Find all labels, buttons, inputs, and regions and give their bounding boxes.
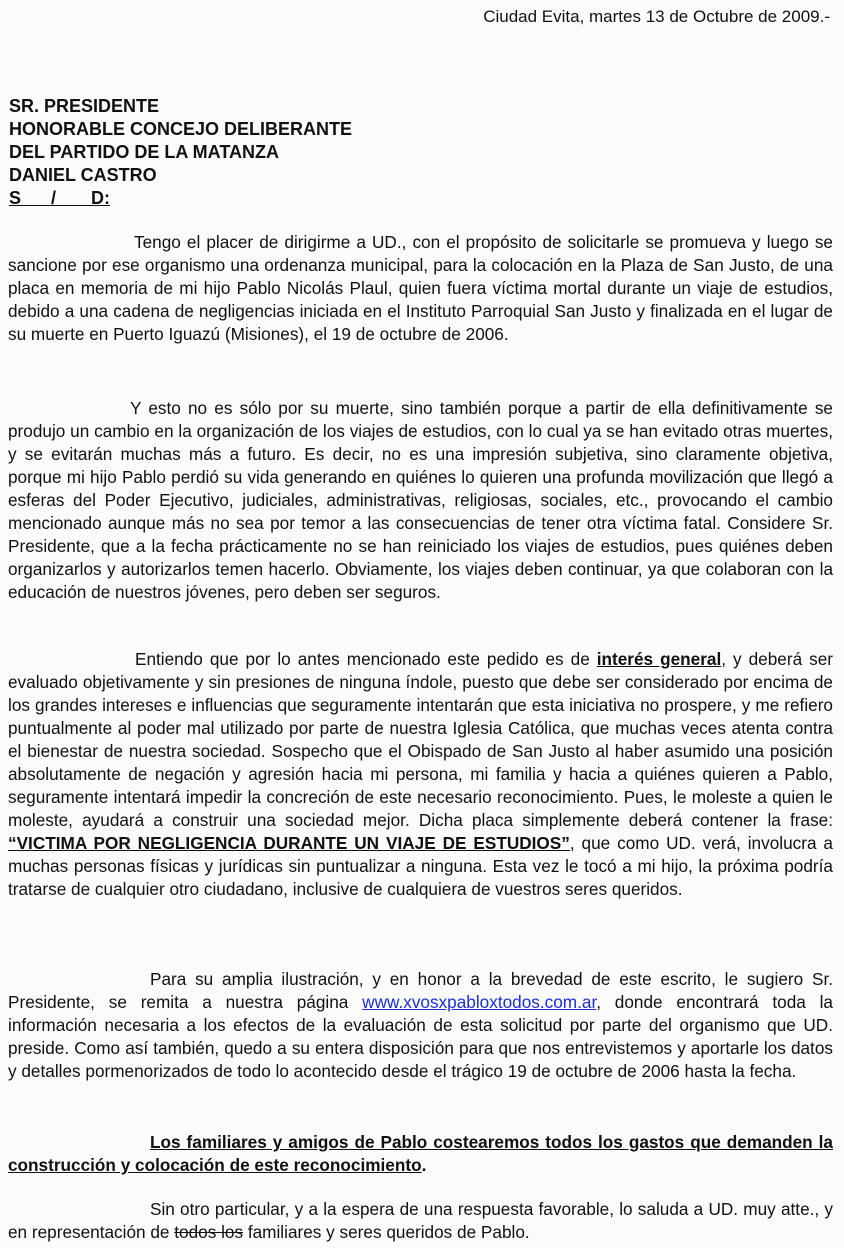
addressee-line-2: HONORABLE CONCEJO DELIBERANTE [9,119,353,139]
addressee-line-4: DANIEL CASTRO [9,165,157,185]
closing-text-a: Sin otro particular, y a la espera de una respuesta favorable, lo saluda a UD. muy atte., y en representación de [8,1199,833,1242]
closing-text-b: familiares y seres queridos de Pablo. [243,1222,530,1242]
struck-words: todos los [174,1222,244,1242]
sd-abbreviation: S / D: [9,188,111,208]
paragraph-3-text-c: , y deberá ser evaluado objetivamente y sin presiones de ninguna índole, puesto que debe ser considerado por encima de los grandes intereses e influencias que seguramente intentarán que esta iniciativa no prospere, y me refiero puntualmente al poder mal utilizado por parte de nuestra Iglesia Católica, que muchas veces atenta contra el bienestar de nuestra sociedad. Sospecho que el Obispado de San Justo al haber asumido una posición absolutamente de negación y agresión hacia mi persona, mi familia y hacia a quiénes quieren a Pablo, seguramente intentará impedir la concreción de este necesario reconocimiento. Pues, le moleste a quien le moleste, ayudará a construir una sociedad mejor. Dicha placa simplemente deberá contener la frase: [8,649,833,830]
paragraph-3-text-e: , que como UD. verá, involucra a muchas personas físicas y jurídicas sin puntualizar a ninguna. Esta vez le tocó a mi hijo, la próxima podría tratarse de cualquier otro ciudadano, inclusive de cualquiera de vuestros seres queridos. [8,833,833,899]
addressee-block [9,95,352,210]
paragraph-3 [8,648,833,901]
paragraph-1: Tengo el placer de dirigirme a UD., con el propósito de solicitarle se promueva y luego se sancione por ese organismo una ordenanza municipal, para la colocación en la Plaza de San Justo, de una placa en memoria de mi hijo Pablo Nicolás Plaul, quien fuera víctima mortal durante un viaje de estudios, debido a una cadena de negligencias iniciada en el Instituto Parroquial San Justo y finalizada en el lugar de su muerte en Puerto Iguazú (Misiones), el 19 de octubre de 2006. [8,232,833,344]
paragraph-2: Y esto no es sólo por su muerte, sino también porque a partir de ella definitivamente se produjo un cambio en la organización de los viajes de estudios, con lo cual ya se han evitado otras muertes, y se evitarán muchas más a futuro. Es decir, no es una impresión subjetiva, sino claramente objetiva, porque mi hijo Pablo perdió su vida generando en quiénes lo quieren una profunda movilización que llegó a esferas del Poder Ejecutivo, judiciales, administrativas, religiosas, sociales, etc., provocando el cambio mencionado aunque más no sea por temor a las consecuencias de tener otra víctima fatal. Considere Sr. Presidente, que a la fecha prácticamente no se han reiniciado los viajes de estudios, pues quiénes deben organizarlos y autorizarlos temen hacerlo. Obviamente, los viajes deben continuar, ya que colaboran con la educación de nuestros jóvenes, pero deben ser seguros. [8,398,833,602]
paragraph-4-text-b: , donde encontrará toda la información necesaria a los efectos de la evaluación de esta solicitud por parte del organismo que UD. preside. Como así también, quedo a su entera disposición para que nos entrevistemos y aportarle los datos y detalles pormenorizados de todo lo acontecido desde el trágico 19 de octubre de 2006 hasta la fecha. [8,992,833,1081]
paragraph-3-text-a: Entiendo que por lo antes mencionado este pedido es de [135,649,597,669]
plaque-phrase: “VICTIMA POR NEGLIGENCIA DURANTE UN VIAJE DE ESTUDIOS” [8,833,570,853]
paragraph-5 [8,1131,833,1177]
costs-statement-period: . [421,1155,427,1175]
paragraph-4-text-a: Para su amplia ilustración, y en honor a la brevedad de este escrito, le sugiero Sr. Presidente, se remita a nuestra página [8,969,833,1012]
website-link[interactable]: www.xvosxpabloxtodos.com.ar [362,992,597,1012]
closing-paragraph [8,1198,833,1244]
addressee-line-1: SR. PRESIDENTE [9,96,160,116]
costs-statement: Los familiares y amigos de Pablo costearemos todos los gastos que demanden la construcción y colocación de este reconocimiento [8,1132,833,1175]
dateline: Ciudad Evita, martes 13 de Octubre de 2009.- [483,7,830,26]
paragraph-4 [8,968,833,1083]
interes-general-emphasis: interés general [596,649,722,669]
addressee-line-3: DEL PARTIDO DE LA MATANZA [9,142,279,162]
